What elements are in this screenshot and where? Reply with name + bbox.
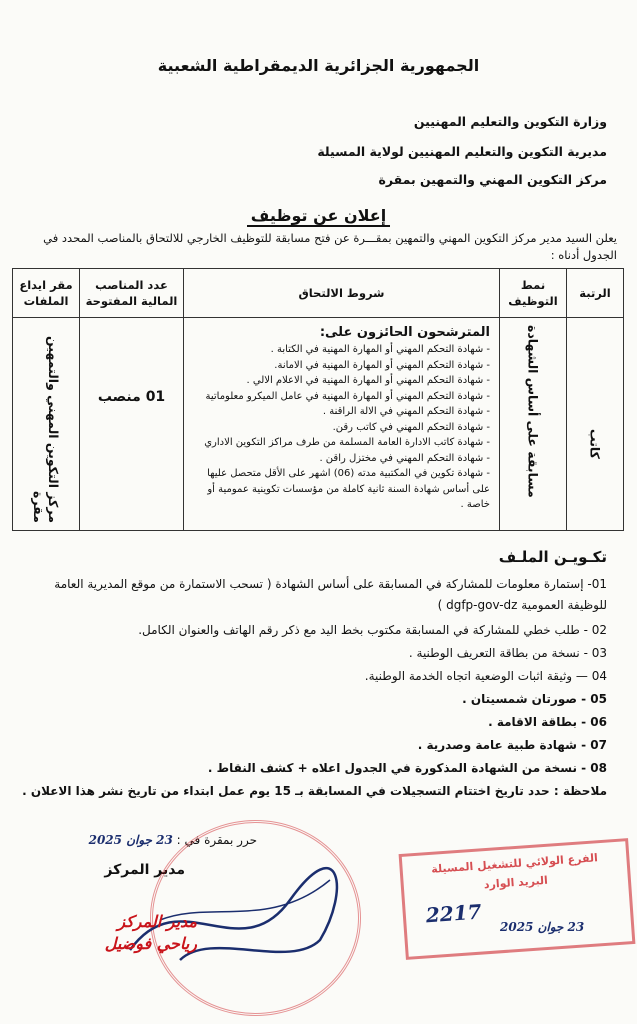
header-rank: الرتبة: [567, 269, 624, 318]
list-item: - شهادة التحكم المهني أو المهارة المهنية في عامل الميكرو معلوماتية: [191, 389, 490, 405]
signer-title: مدير المركز: [117, 912, 197, 931]
list-item: 08 - نسخة من الشهادة المذكورة في الجدول اعلاه + كشف النقاط .: [207, 761, 607, 775]
deposit-value: مركز التكوين المهني والتمهين مقرة: [31, 336, 61, 523]
list-item: - شهادة التحكم المهني في الالة الراقنة .: [191, 404, 490, 420]
list-item: - شهادة التحكم المهني أو المهارة المهنية في الاعلام الالي .: [191, 373, 490, 389]
republic-title: الجمهورية الجزائرية الديمقراطية الشعبية: [157, 56, 480, 75]
positions-table: [12, 268, 624, 531]
table-row: [13, 318, 624, 531]
stamp-line2: البريد الوارد: [483, 873, 549, 892]
center-name: مركز التكوين المهني والتمهين بمقرة: [378, 172, 607, 187]
list-item: 03 - نسخة من بطاقة التعريف الوطنية .: [408, 646, 607, 660]
directorate-name: مديرية التكوين والتعليم المهنيين لولاية المسيلة: [317, 144, 607, 159]
conditions-title: المترشحون الحائزون على:: [319, 325, 490, 340]
rank-value: كاتب: [587, 429, 603, 459]
list-item: - شهادة تكوين في المكتبية مدته (06) اشهر على الأقل متحصل عليها على أساس شهادة السنة ثانية كاملة من مؤسسات تكوينية عمومية أو خاصة .: [191, 466, 490, 513]
list-item: - شهادة التحكم المهني أو المهارة المهنية في الكتابة .: [191, 342, 490, 358]
cell-rank: [567, 318, 624, 531]
conditions-list: [185, 342, 498, 515]
list-item: 02 - طلب خطي للمشاركة في المسابقة مكتوب بخط اليد مع ذكر رقم الهاتف والعنوان الكامل.: [138, 623, 607, 637]
list-item: - شهادة التحكم المهني في كاتب رقن.: [191, 420, 490, 436]
note: ملاحظة : حدد تاريخ اختتام التسجيلات في المسابقة بـ 15 يوم عمل ابتداء من تاريخ نشر هذا الاعلان .: [22, 784, 607, 798]
mode-value: مسابقة على أساس الشهادة: [525, 325, 541, 498]
list-item: 05 - صورتان شمسيتان .: [462, 692, 607, 706]
announcement-title: إعلان عن توظيف: [0, 206, 637, 225]
list-item: - شهادة كاتب الادارة العامة المسلمة من طرف مراكز التكوين الاداري: [191, 435, 490, 451]
announcement-intro: يعلن السيد مدير مركز التكوين المهني والتمهين بمقـــرة عن فتح مسابقة للتوظيف الخارجي للالتحاق بالمناصب المحدد في الجدول أدناه :: [43, 231, 617, 262]
header-mode: نمط التوظيف: [500, 269, 567, 318]
date-label: حرر بمقرة في :: [176, 833, 257, 847]
list-item: 06 - بطاقة الاقامة .: [488, 715, 607, 729]
ministry-name: وزارة التكوين والتعليم المهنيين: [413, 114, 607, 129]
list-item: 07 - شهادة طبية عامة وصدرية .: [417, 738, 607, 752]
cell-positions: [80, 318, 184, 531]
list-item: - شهادة التحكم المهني في مختزل راقن .: [191, 451, 490, 467]
file-section-title: تكـويـن الملـف: [498, 548, 607, 566]
cell-conditions: [184, 318, 500, 531]
stamp-line1: الفرع الولائي للتشغيل المسيلة: [430, 851, 599, 876]
director-title: مدير المركز: [104, 862, 185, 878]
cell-deposit: [13, 318, 80, 531]
stamp-date: 23 جوان 2025: [500, 920, 585, 934]
signer-name: رياحي فوضيل: [104, 934, 197, 953]
header-positions: عدد المناصب المالية المفتوحة: [80, 269, 184, 318]
table-header-row: [13, 269, 624, 318]
required-documents-list: [20, 574, 607, 781]
list-item: - شهادة التحكم المهني أو المهارة المهنية في الامانة.: [191, 358, 490, 374]
list-item: 04 — وثيقة اثبات الوضعية اتجاه الخدمة الوطنية.: [364, 669, 607, 683]
header-conditions: شروط الالتحاق: [184, 269, 500, 318]
list-item: 01- إستمارة معلومات للمشاركة في المسابقة على أساس الشهادة ( تسحب الاستمارة من موقع المديرية العامة للوظيفة العمومية dgfp-gov-dz ): [54, 577, 607, 612]
positions-value: 01 منصب: [97, 389, 166, 405]
header-deposit: مقر ايداع الملفات: [13, 269, 80, 318]
stamp-code: 2217: [425, 899, 483, 928]
received-stamp: [399, 838, 636, 960]
cell-mode: [500, 318, 567, 531]
date-value: 23 جوان 2025: [88, 833, 173, 847]
